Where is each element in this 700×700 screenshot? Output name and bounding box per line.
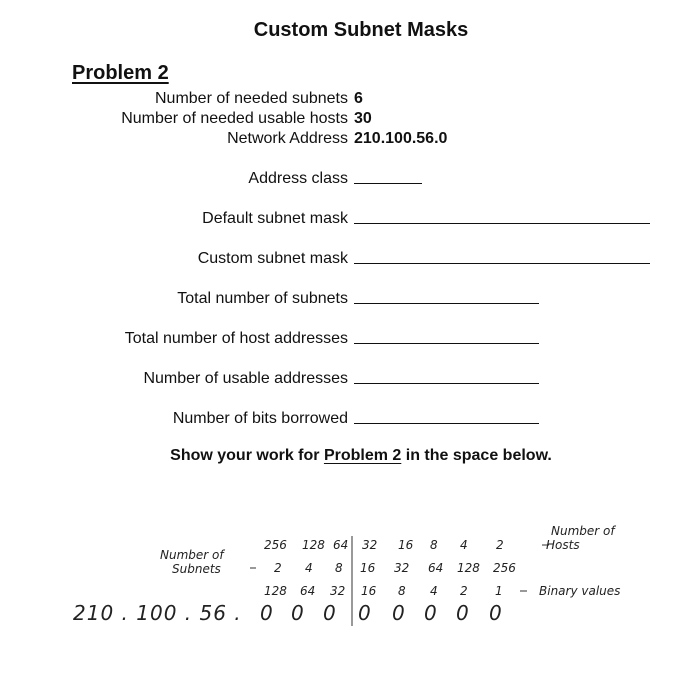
needed-subnets-label: Number of needed subnets: [154, 90, 348, 107]
hosts-value: 64: [333, 538, 349, 552]
subnets-value: 256: [493, 561, 516, 575]
hosts-value: 8: [430, 538, 438, 552]
total-subnets-label: Total number of subnets: [177, 290, 348, 307]
hosts-value: 16: [398, 538, 414, 552]
subnets-value: 8: [335, 561, 343, 575]
custom-subnet-mask-label: Custom subnet mask: [197, 250, 348, 267]
address-bit: 0: [323, 601, 337, 625]
binary-value: 128: [264, 584, 287, 598]
binary-values-label: Binary values: [539, 584, 621, 598]
address-bit: 0: [392, 601, 406, 625]
hosts-value: 128: [302, 538, 325, 552]
address-bit: 0: [291, 601, 305, 625]
needed-hosts-value: 30: [354, 110, 372, 127]
binary-value: 64: [300, 584, 316, 598]
binary-value: 1: [495, 584, 503, 598]
subnets-label-line2: Subnets: [172, 562, 221, 576]
address-bit: 0: [424, 601, 438, 625]
default-subnet-mask-label: Default subnet mask: [202, 210, 348, 227]
instructions-before: Show your work for: [170, 447, 320, 464]
needed-subnets-value: 6: [354, 90, 363, 107]
total-host-addresses-label: Total number of host addresses: [124, 330, 348, 347]
problem-heading: Problem 2: [72, 62, 169, 84]
hosts-label-line2: Hosts: [546, 538, 580, 552]
address-bit: 0: [358, 601, 372, 625]
page-title: Custom Subnet Masks: [253, 19, 469, 41]
needed-hosts-label: Number of needed usable hosts: [121, 110, 348, 127]
usable-addresses-label: Number of usable addresses: [143, 370, 348, 387]
address-class-label: Address class: [248, 170, 348, 187]
network-address-value: 210.100.56.0: [354, 130, 448, 147]
binary-value: 32: [330, 584, 346, 598]
network-address-label: Network Address: [227, 130, 348, 147]
subnets-value: 16: [360, 561, 376, 575]
binary-value: 8: [398, 584, 406, 598]
hosts-label-line1: Number of: [551, 524, 615, 538]
instructions-after: in the space below.: [405, 447, 552, 464]
binary-value: 4: [430, 584, 438, 598]
bits-borrowed-label: Number of bits borrowed: [172, 410, 348, 427]
binary-value: 2: [460, 584, 468, 598]
subnets-value: 2: [274, 561, 282, 575]
subnets-value: 64: [428, 561, 444, 575]
hosts-value: 2: [496, 538, 504, 552]
hosts-value: 4: [460, 538, 468, 552]
address-bit: 0: [456, 601, 470, 625]
binary-value: 16: [361, 584, 377, 598]
address-bit: 0: [489, 601, 503, 625]
instructions-problem-ref: Problem 2: [323, 447, 402, 464]
subnets-label-line1: Number of: [160, 548, 224, 562]
hosts-value: 256: [264, 538, 287, 552]
address-prefix: 210 . 100 . 56 .: [73, 601, 242, 625]
subnets-value: 32: [394, 561, 410, 575]
address-bit: 0: [260, 601, 274, 625]
subnets-value: 4: [305, 561, 313, 575]
subnets-value: 128: [457, 561, 480, 575]
hosts-value: 32: [362, 538, 378, 552]
